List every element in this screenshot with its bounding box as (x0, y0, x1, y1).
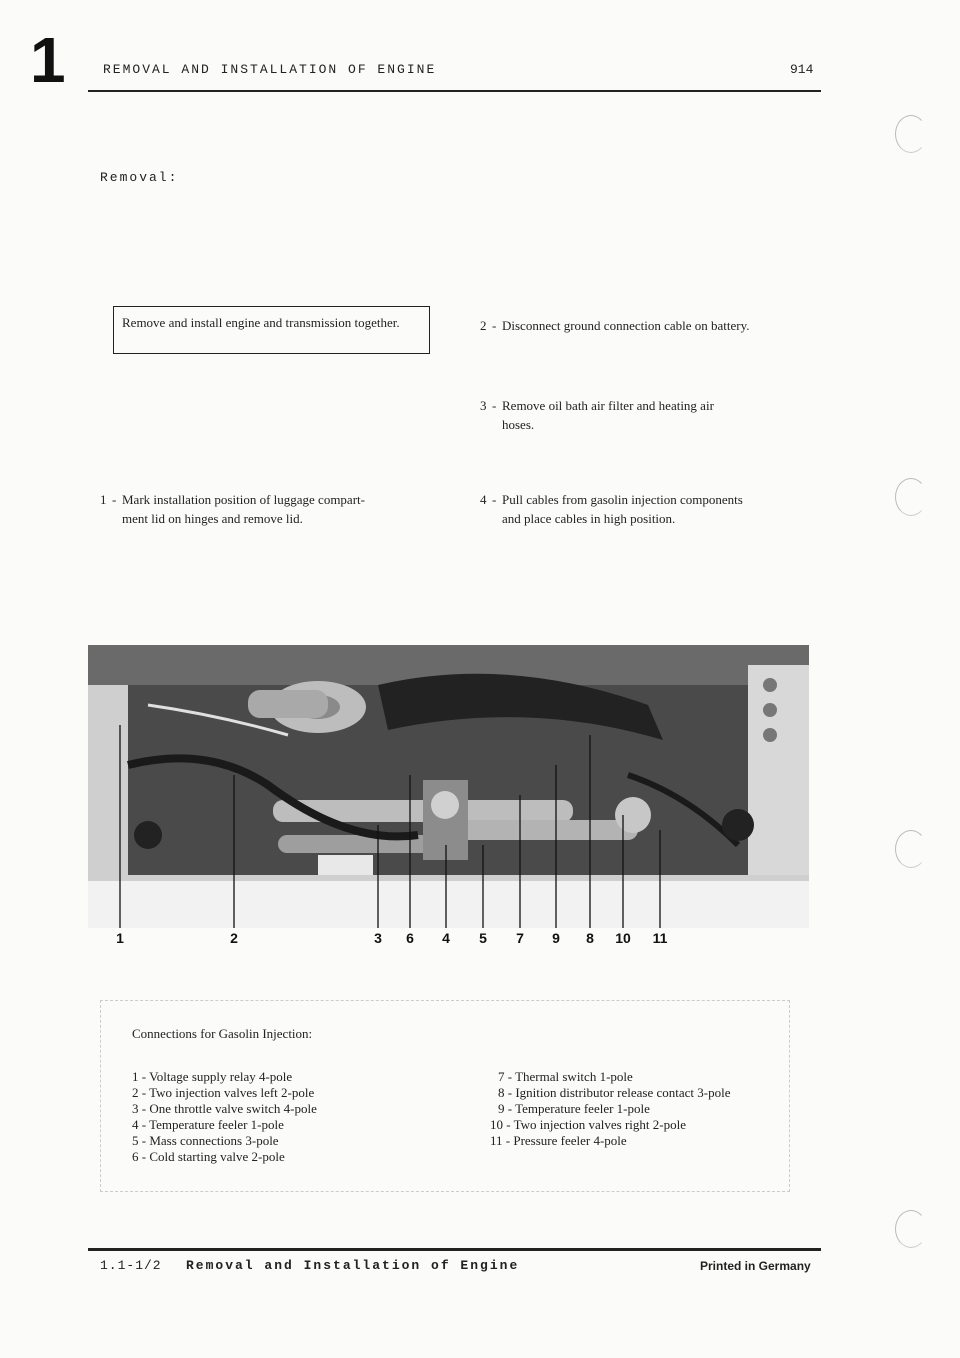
step-text: Disconnect ground connection cable on battery. (502, 318, 750, 333)
footer-title: Removal and Installation of Engine (186, 1258, 520, 1273)
callout-label: 5 (479, 930, 487, 946)
callout-label: 7 (516, 930, 524, 946)
chapter-number: 1 (30, 24, 66, 96)
step-text: Remove oil bath air filter and heating air (502, 398, 714, 413)
step-2: 2 - Disconnect ground connection cable on battery. (480, 316, 840, 335)
legend-title: Connections for Gasolin Injection: (132, 1026, 313, 1041)
footer-page-ref: 1.1-1/2 (100, 1258, 162, 1273)
step-number: 2 (480, 318, 487, 333)
legend-item: 11 - Pressure feeler 4-pole (490, 1133, 627, 1148)
engine-bay-illustration (88, 645, 809, 928)
legend-item: 3 - One throttle valve switch 4-pole (132, 1101, 317, 1116)
legend-item: 1 - Voltage supply relay 4-pole (132, 1069, 293, 1084)
step-number: 4 (480, 492, 487, 507)
step-text: Pull cables from gasolin injection components (502, 492, 743, 507)
binder-hole-icon (895, 478, 927, 516)
legend-item: 9 - Temperature feeler 1-pole (498, 1101, 650, 1116)
legend-list-right (490, 1069, 730, 1149)
step-text: ment lid on hinges and remove lid. (122, 511, 303, 526)
header-rule (88, 90, 821, 92)
legend-item: 7 - Thermal switch 1-pole (498, 1069, 633, 1084)
callout-label: 9 (552, 930, 560, 946)
legend-list-left (132, 1069, 317, 1165)
section-title: Removal: (100, 170, 179, 185)
callout-label: 4 (442, 930, 450, 946)
footer-printed: Printed in Germany (700, 1259, 811, 1273)
callout-label: 11 (652, 930, 668, 946)
binder-hole-icon (895, 830, 927, 868)
binder-hole-icon (895, 115, 927, 153)
step-text: and place cables in high position. (502, 511, 676, 526)
note-text: Remove and install engine and transmission together. (122, 315, 400, 330)
page-header-model: 914 (790, 62, 814, 77)
callout-label: 2 (230, 930, 238, 946)
legend-item: 5 - Mass connections 3-pole (132, 1133, 279, 1148)
step-text: hoses. (502, 417, 535, 432)
callout-label: 8 (586, 930, 594, 946)
engine-bay-photo (88, 645, 809, 928)
step-number: 3 (480, 398, 487, 413)
legend-item: 10 - Two injection valves right 2-pole (490, 1117, 686, 1132)
note-box (113, 306, 430, 354)
step-4: 4 - Pull cables from gasolin injection components and place cables in high position. (480, 490, 840, 528)
callout-label: 1 (116, 930, 124, 946)
legend-item: 2 - Two injection valves left 2-pole (132, 1085, 315, 1100)
page-header-title: REMOVAL AND INSTALLATION OF ENGINE (103, 62, 437, 77)
legend-item: 6 - Cold starting valve 2-pole (132, 1149, 285, 1164)
figure-callouts (88, 928, 809, 954)
callout-label: 3 (374, 930, 382, 946)
legend-item: 4 - Temperature feeler 1-pole (132, 1117, 284, 1132)
step-text: Mark installation position of luggage compart- (122, 492, 365, 507)
step-1: 1 - Mark installation position of luggage compart- ment lid on hinges and remove lid. (100, 490, 450, 528)
step-3: 3 - Remove oil bath air filter and heating air hoses. (480, 396, 820, 434)
footer-rule (88, 1248, 821, 1251)
callout-label: 6 (406, 930, 414, 946)
step-number: 1 (100, 492, 107, 507)
binder-hole-icon (895, 1210, 927, 1248)
callout-label: 10 (615, 930, 631, 946)
legend-item: 8 - Ignition distributor release contact 3-pole (498, 1085, 731, 1100)
